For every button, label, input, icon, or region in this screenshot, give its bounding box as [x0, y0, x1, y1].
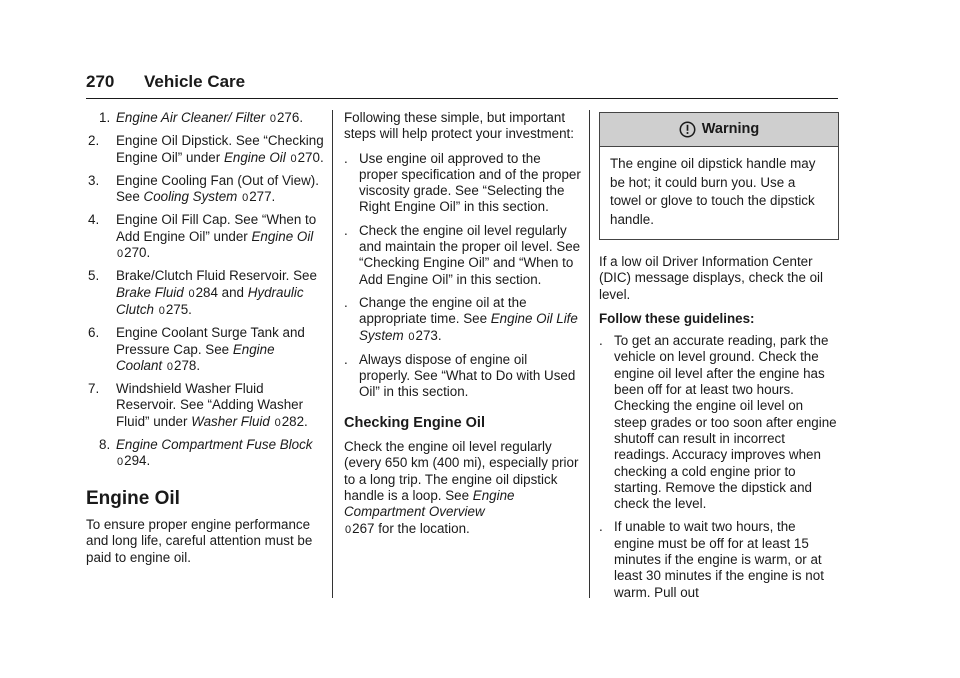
- period: .: [271, 189, 276, 205]
- guidelines-label: Follow these guidelines:: [599, 310, 755, 326]
- section-link[interactable]: Cooling System: [143, 189, 238, 205]
- callout-item: [86, 437, 324, 471]
- callout-number: 2.: [88, 133, 100, 149]
- engine-oil-heading: Engine Oil: [86, 487, 180, 509]
- page-ref-267[interactable]: 267: [352, 520, 375, 536]
- callout-text: [286, 150, 290, 165]
- column-1: [86, 110, 324, 566]
- section-link[interactable]: Washer Fluid: [191, 413, 270, 429]
- page-ref[interactable]: 284: [195, 284, 218, 300]
- callout-item: [86, 133, 324, 167]
- page-ref-icon: 0: [290, 152, 297, 165]
- column-2: [344, 110, 582, 538]
- checking-text-end: for the location.: [374, 520, 470, 536]
- period: .: [319, 149, 324, 165]
- steps-intro: Following these simple, but important steps will help protect your investment:: [344, 110, 574, 142]
- page-number: 270: [86, 72, 115, 91]
- period: .: [299, 110, 304, 125]
- list-item-text: Change the engine oil at the appropriate time. See: [359, 294, 527, 327]
- callout-number: 7.: [88, 381, 100, 397]
- section-link[interactable]: Hydraulic Clutch: [116, 284, 304, 317]
- period: .: [304, 413, 308, 429]
- list-item: [599, 333, 839, 512]
- callout-text: Engine Oil Fill Cap. See “When to Add Engine Oil” under: [116, 212, 317, 244]
- section-link[interactable]: Engine Oil: [223, 149, 286, 165]
- section-link[interactable]: Engine Coolant: [116, 341, 275, 373]
- page-ref[interactable]: 294: [124, 453, 147, 469]
- list-item: [344, 223, 582, 288]
- section-link[interactable]: Engine Oil Life System: [359, 311, 578, 343]
- list-item: [344, 352, 582, 401]
- steps-bullet-list: [344, 151, 582, 401]
- warning-icon: [679, 121, 696, 138]
- column-divider-2: [589, 110, 590, 598]
- callout-text: Brake/Clutch Fluid Reservoir. See: [116, 268, 317, 284]
- page-ref-icon: 0: [166, 360, 174, 373]
- engine-oil-intro: To ensure proper engine performance and long life, careful attention must be paid to engine oil.: [86, 516, 313, 565]
- page-ref-icon: 0: [242, 192, 249, 205]
- section-link[interactable]: Engine Air Cleaner/ Filter: [116, 110, 266, 125]
- page-ref-icon: 0: [158, 304, 165, 317]
- numbered-callout-list: [86, 110, 324, 471]
- page-ref[interactable]: 277: [249, 189, 272, 205]
- callout-item: [86, 381, 324, 431]
- low-oil-paragraph: If a low oil Driver Information Center (DIC) message displays, check the oil level.: [599, 254, 824, 302]
- callout-text: [237, 189, 241, 204]
- warning-text: The engine oil dipstick handle may be hot; it could burn you. Use a towel or glove to touch the dipstick handle.: [610, 156, 816, 227]
- warning-header: [600, 113, 838, 147]
- warning-title: Warning: [701, 121, 760, 138]
- callout-number: 6.: [88, 325, 100, 341]
- callout-text: Engine Oil Dipstick. See “Checking Engine Oil” under: [116, 133, 324, 165]
- callout-text: [270, 414, 274, 429]
- callout-number: 4.: [88, 212, 100, 228]
- guidelines-bullet-list: [599, 333, 839, 601]
- callout-item: [86, 110, 324, 127]
- callout-text: Engine Cooling Fan (Out of View). See: [116, 172, 319, 205]
- list-item-text: Always dispose of engine oil properly. See “What to Do with Used Oil” in this section.: [359, 351, 576, 400]
- list-item: [344, 151, 582, 216]
- bullet-marker: .: [344, 294, 348, 310]
- section-title: Vehicle Care: [144, 72, 246, 91]
- callout-item: [86, 173, 324, 207]
- bullet-marker: .: [344, 150, 348, 166]
- header-divider: [86, 98, 838, 99]
- page-ref[interactable]: 282: [281, 413, 305, 429]
- callout-text: [184, 285, 188, 300]
- list-item: [599, 519, 839, 600]
- page-header: [86, 72, 838, 98]
- section-link[interactable]: Engine Oil: [251, 228, 314, 244]
- callout-item: [86, 212, 324, 262]
- callout-text: [162, 358, 166, 373]
- period: .: [437, 327, 442, 343]
- callout-number: 1.: [99, 110, 111, 125]
- page-ref[interactable]: 273: [415, 327, 438, 343]
- period: .: [196, 357, 201, 373]
- bullet-marker: .: [599, 333, 603, 349]
- bullet-marker: .: [344, 351, 348, 367]
- page-ref[interactable]: 278: [174, 357, 197, 373]
- bullet-marker: .: [344, 222, 348, 238]
- callout-text: [265, 110, 269, 125]
- period: .: [188, 301, 192, 317]
- page-ref[interactable]: 270: [124, 245, 147, 261]
- page-ref-icon: 0: [345, 523, 352, 536]
- callout-text: Windshield Washer Fluid Reservoir. See “Adding Washer Fluid” under: [116, 381, 304, 429]
- page-ref-icon: 0: [117, 248, 124, 261]
- section-link[interactable]: Engine Compartment Fuse Block: [116, 437, 313, 453]
- engine-compartment-overview-link[interactable]: Engine Compartment Overview: [344, 487, 515, 520]
- list-item: [344, 295, 582, 345]
- callout-item: [86, 268, 324, 319]
- section-link[interactable]: Brake Fluid: [116, 284, 184, 300]
- period: .: [146, 245, 151, 261]
- page-ref-icon: 0: [274, 416, 281, 429]
- callout-number: 3.: [88, 172, 100, 188]
- list-item-text: Check the engine oil level regularly and maintain the proper oil level. See “Checking Engine Oil” and “When to Add Engine Oil” in this section.: [359, 222, 581, 287]
- callout-number: 5.: [88, 268, 100, 284]
- bullet-marker: .: [599, 519, 603, 535]
- page-ref[interactable]: 276: [276, 110, 300, 125]
- column-3: [599, 110, 839, 608]
- page-ref[interactable]: 270: [297, 149, 320, 165]
- list-item-text: To get an accurate reading, park the vehicle on level ground. Check the engine oil level after the engine has been off for at least two hours. Checking the engine oil level on steep grades or too soon after engine shutoff can result in incorrect readings. Accuracy improves when checking a cold engine prior to starting. Remove the dipstick and check the level.: [614, 333, 837, 512]
- page-ref-icon: 0: [117, 456, 124, 469]
- warning-box: [599, 112, 839, 240]
- page-ref-icon: 0: [408, 330, 415, 343]
- checking-text-start: Check the engine oil level regularly (every 650 km (400 mi), especially prior to a long trip. The engine oil dipstick handle is a loop. See: [344, 439, 579, 503]
- checking-engine-oil-heading: Checking Engine Oil: [344, 414, 485, 431]
- page-ref[interactable]: 275: [165, 301, 189, 317]
- callout-text: Engine Coolant Surge Tank and Pressure Cap. See: [116, 325, 305, 357]
- list-item-text: Use engine oil approved to the proper specification and of the proper viscosity grade. See “Selecting the Right Engine Oil” in this section.: [359, 150, 581, 215]
- page-ref-icon: 0: [269, 113, 276, 125]
- callout-item: [86, 325, 324, 375]
- column-divider-1: [332, 110, 333, 598]
- page-ref-icon: 0: [188, 287, 195, 300]
- checking-engine-oil-text: [344, 439, 582, 538]
- callout-text: and: [217, 284, 248, 300]
- period: .: [146, 453, 151, 469]
- list-item-text: If unable to wait two hours, the engine must be off for at least 15 minutes if the engine is warm, or at least 30 minutes if the engine is not warm. Pull out: [614, 519, 824, 600]
- callout-number: 8.: [99, 437, 111, 453]
